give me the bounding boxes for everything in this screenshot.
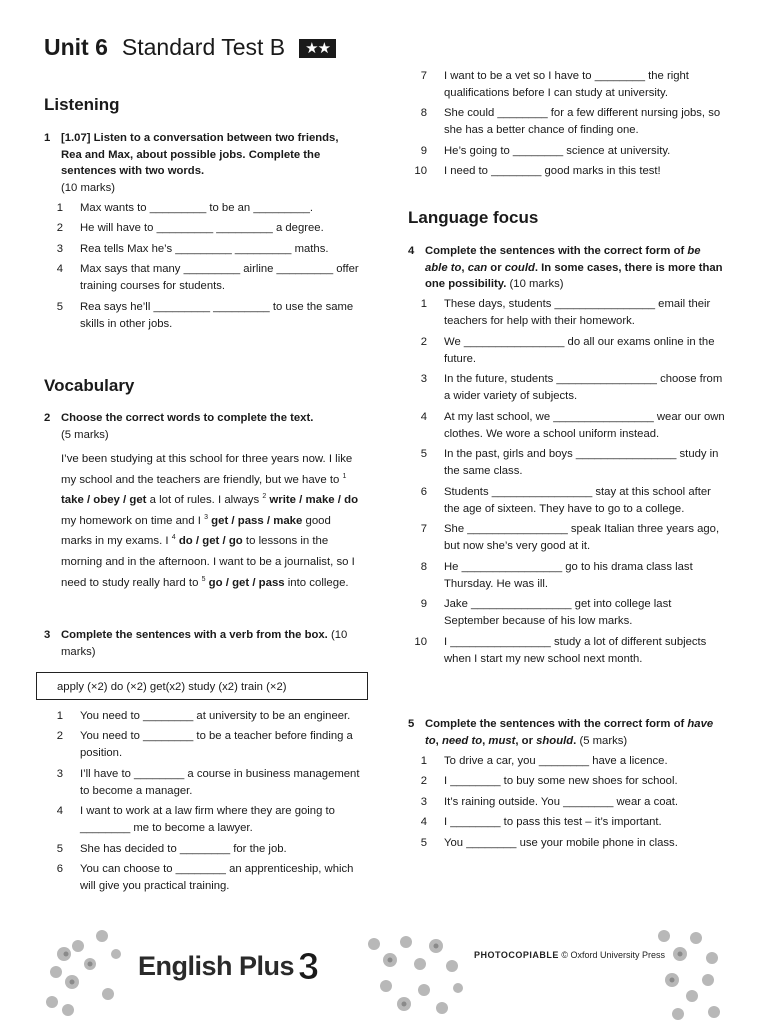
text-segment: good marks in my exams. I	[61, 514, 331, 548]
exercise-item	[408, 753, 726, 770]
item-text: Rea says he’ll _________ _________ to use the same skills in other jobs.	[80, 300, 354, 330]
item-text: I ________ to pass this test – it’s important.	[444, 816, 662, 828]
brand-logo	[134, 942, 323, 988]
item-text: It’s raining outside. You ________ wear a coat.	[444, 795, 679, 808]
exercise-2-header	[44, 410, 362, 427]
exercise-item	[408, 521, 726, 555]
exercise-number: 4	[408, 245, 415, 257]
brand-level: 3	[298, 946, 319, 988]
exercise-3-items-left	[44, 704, 364, 895]
page-header	[44, 34, 336, 64]
exercise-5-items	[408, 753, 726, 852]
item-number: 7	[420, 523, 427, 535]
exercise-item	[44, 241, 362, 258]
exercise-instruction: [1.07] Listen to a conversation between two friends, Rea and Max, about possible jobs. Complete the sentences with two words.	[61, 132, 339, 177]
item-number: 9	[420, 598, 427, 610]
exercise-item	[408, 296, 726, 330]
exercise-item	[408, 105, 728, 139]
item-number: 5	[56, 842, 63, 855]
instruction-text: , or	[515, 734, 537, 747]
instruction-text: Complete the sentences with the correct form of	[425, 718, 688, 730]
item-text: I ________________ study a lot of different subjects when I start my new school next month.	[444, 635, 707, 665]
exercise-item	[408, 814, 726, 831]
exercise-1-items	[44, 200, 362, 333]
exercise-item	[44, 200, 362, 217]
exercise-item	[44, 299, 362, 333]
exercise-1	[44, 130, 362, 333]
item-text: I want to be a vet so I have to ________ the right qualifications before I can study at university.	[444, 69, 689, 99]
exercise-marks: (5 marks)	[61, 428, 109, 441]
photocopiable-label: PHOTOCOPIABLE	[474, 950, 559, 960]
exercise-instruction: Choose the correct words to complete the text.	[61, 412, 314, 424]
text-segment: a lot of rules. I always	[146, 494, 263, 507]
brand-name: English Plus	[138, 951, 295, 981]
exercise-3-header	[44, 627, 362, 660]
text-segment: I’ve been studying at this school for three years now. I like my school and the teachers are friendly, but we have to	[61, 453, 353, 486]
exercise-item	[44, 766, 364, 800]
item-number: 6	[56, 863, 63, 875]
item-text: At my last school, we ________________ wear our own clothes. We wore a school uniform instead.	[444, 410, 725, 440]
exercise-instruction	[425, 716, 726, 749]
exercise-item	[408, 773, 726, 790]
word-choice-4: do / get / go	[178, 535, 243, 548]
item-text: In the past, girls and boys ________________ study in the same class.	[444, 448, 719, 477]
difficulty-stars-badge: ★★	[299, 39, 336, 58]
exercise-item	[408, 334, 726, 368]
exercise-number: 5	[408, 718, 415, 730]
text-segment: into college.	[284, 576, 349, 589]
item-text: I ________ to buy some new shoes for school.	[444, 775, 678, 787]
item-number: 3	[420, 373, 427, 385]
exercise-item	[408, 484, 726, 518]
instruction-text: ,	[482, 734, 489, 747]
item-number: 3	[420, 795, 427, 808]
item-text: Max wants to _________ to be an _________.	[80, 201, 314, 214]
item-text: You ________ use your mobile phone in class.	[444, 836, 678, 849]
instruction-text: Complete the sentences with the correct form of	[425, 245, 688, 257]
item-number: 1	[56, 709, 63, 722]
item-text: I’ll have to ________ a course in business management to become a manager.	[80, 767, 360, 797]
instruction-text: ,	[435, 734, 442, 747]
exercise-item	[408, 446, 726, 480]
item-text: He ________________ go to his drama class last Thursday. He was ill.	[444, 560, 693, 590]
exercise-item	[44, 708, 364, 725]
item-number: 3	[56, 767, 63, 780]
exercise-marks: (10 marks)	[509, 278, 564, 290]
item-text: He will have to _________ _________ a degree.	[80, 222, 324, 234]
gap-number: 3	[204, 513, 208, 521]
exercise-1-header	[44, 130, 362, 180]
item-text: Max says that many _________ airline _________ offer training courses for students.	[80, 263, 359, 292]
instruction-keyword: have to	[425, 718, 714, 747]
item-number: 8	[420, 560, 427, 573]
word-choice-5: go / get / pass	[208, 576, 285, 589]
item-text: You need to ________ to be a teacher before finding a position.	[80, 730, 353, 759]
exercise-item	[44, 803, 364, 837]
section-heading-listening: Listening	[44, 95, 120, 114]
exercise-3-items-right	[408, 64, 728, 180]
item-text: To drive a car, you ________ have a licence.	[444, 754, 668, 767]
gap-number: 5	[201, 575, 206, 583]
gap-number: 1	[342, 472, 347, 480]
exercise-item	[408, 634, 726, 668]
exercise-number: 2	[44, 412, 51, 424]
item-number: 4	[56, 263, 63, 275]
exercise-instruction	[61, 627, 362, 660]
item-number: 1	[420, 298, 427, 310]
exercise-item	[44, 261, 362, 295]
exercise-5-header	[408, 716, 726, 749]
instruction-keyword: must	[488, 734, 516, 747]
item-number: 2	[420, 775, 427, 787]
item-text: You need to ________ at university to be an engineer.	[80, 709, 351, 722]
instruction-keyword: need to	[441, 734, 483, 747]
item-number: 2	[56, 222, 63, 234]
exercise-number: 3	[44, 629, 51, 641]
item-number: 4	[56, 805, 63, 817]
item-text: I need to ________ good marks in this test!	[444, 165, 661, 177]
exercise-5	[408, 716, 726, 852]
item-text: In the future, students ________________ choose from a wider variety of subjects.	[444, 373, 723, 402]
exercise-marks: (5 marks)	[579, 734, 628, 747]
gap-fill-text	[44, 449, 362, 593]
gap-number: 2	[262, 493, 267, 501]
item-number: 10	[414, 165, 427, 177]
exercise-number: 1	[44, 132, 51, 144]
exercise-3-items-continued	[408, 68, 728, 181]
item-text: She ________________ speak Italian three years ago, but now she’s very good at it.	[444, 523, 720, 552]
copyright-text: © Oxford University Press	[561, 950, 666, 960]
item-text: You can choose to ________ an apprenticeship, which will give you practical training.	[80, 863, 354, 892]
word-choice-3: get / pass / make	[211, 514, 303, 527]
exercise-item	[408, 559, 726, 593]
exercise-4-header	[408, 243, 726, 293]
text-segment: to lessons in the morning and in the afternoon. I want to be a journalist, so I need to study really hard to	[61, 535, 355, 589]
item-text: She has decided to ________ for the job.	[80, 842, 287, 855]
item-number: 2	[56, 730, 63, 742]
item-number: 3	[56, 242, 63, 255]
exercise-instruction	[425, 243, 726, 293]
instruction-text: or	[487, 261, 505, 274]
item-text: Jake ________________ get into college last September because of his low marks.	[444, 598, 672, 627]
item-number: 8	[420, 107, 427, 119]
exercise-item	[408, 371, 726, 405]
exercise-3-header-block	[44, 627, 362, 660]
item-text: She could ________ for a few different nursing jobs, so she has a better chance of finding one.	[444, 107, 721, 136]
section-heading-vocabulary: Vocabulary	[44, 376, 135, 395]
photocopiable-notice	[474, 950, 665, 960]
instruction-text: Complete the sentences with a verb from the box.	[61, 629, 328, 641]
item-number: 2	[420, 335, 427, 348]
instruction-text: .	[573, 734, 577, 747]
exercise-item	[408, 835, 726, 852]
text-segment: my homework on time and I	[61, 514, 205, 527]
item-number: 5	[56, 300, 63, 313]
item-number: 4	[420, 816, 427, 828]
item-number: 10	[414, 635, 427, 648]
item-text: Rea tells Max he’s _________ _________ maths.	[80, 242, 329, 255]
item-text: We ________________ do all our exams online in the future.	[444, 335, 715, 365]
section-heading-language-focus: Language focus	[408, 208, 539, 227]
exercise-marks: (10 marks)	[61, 181, 115, 194]
item-number: 6	[420, 485, 427, 498]
word-box: apply (×2) do (×2) get(x2) study (x2) train (×2)	[36, 672, 368, 700]
item-text: Students ________________ stay at this school after the age of sixteen. They have to go to a college.	[444, 485, 711, 515]
unit-label: Unit 6	[44, 34, 108, 60]
exercise-item	[408, 794, 726, 811]
exercise-item	[408, 68, 728, 102]
word-choice-2: write / make / do	[269, 494, 359, 507]
test-title: Standard Test B	[121, 34, 286, 60]
item-text: These days, students ________________ email their teachers for help with their homework.	[444, 298, 711, 327]
instruction-text: . In some cases, there is more than one possibility.	[425, 261, 723, 290]
exercise-marks: (10 marks)	[61, 629, 348, 658]
instruction-keyword: can	[467, 261, 488, 274]
exercise-item	[44, 841, 364, 858]
exercise-3-items	[44, 708, 364, 896]
exercise-item	[44, 220, 362, 237]
item-number: 7	[420, 69, 427, 82]
item-number: 5	[420, 836, 427, 849]
exercise-2	[44, 410, 362, 593]
instruction-keyword: should	[536, 734, 574, 747]
exercise-item	[408, 143, 728, 160]
exercise-item	[408, 163, 728, 180]
item-number: 9	[420, 144, 427, 157]
gap-number: 4	[171, 534, 176, 542]
instruction-keyword: could	[504, 261, 535, 274]
item-number: 1	[56, 201, 63, 214]
exercise-item	[408, 596, 726, 630]
item-text: He’s going to ________ science at university.	[444, 144, 671, 157]
word-choice-1: take / obey / get	[61, 494, 147, 507]
footer	[44, 924, 724, 1024]
instruction-keyword: be able to	[425, 245, 701, 274]
exercise-4	[408, 243, 726, 668]
exercise-item	[408, 409, 726, 443]
item-number: 1	[420, 754, 427, 767]
item-text: I want to work at a law firm where they are going to ________ me to become a lawyer.	[80, 805, 335, 834]
item-number: 4	[420, 410, 427, 423]
exercise-item	[44, 728, 364, 762]
exercise-4-items	[408, 296, 726, 668]
instruction-text: ,	[461, 261, 468, 274]
exercise-item	[44, 861, 364, 895]
item-number: 5	[420, 448, 427, 460]
